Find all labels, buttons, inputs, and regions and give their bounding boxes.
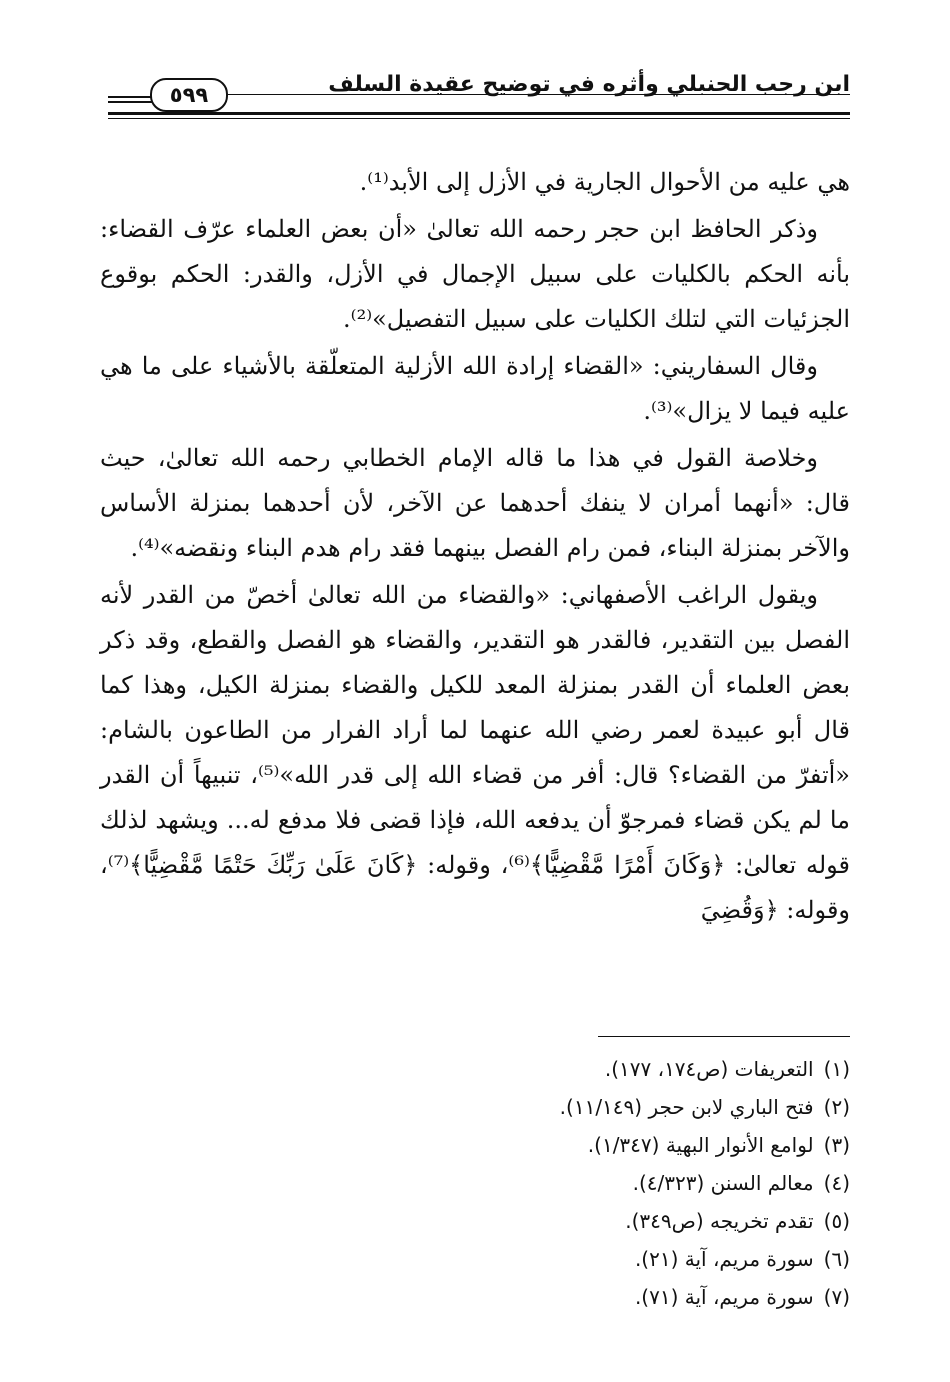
footnote-number: (٦) [823,1247,850,1271]
footnote-number: (٢) [823,1095,850,1119]
footnote-number: (٥) [823,1209,850,1233]
page-number: ٥٩٩ [150,78,228,112]
header-rule-main [220,94,850,95]
footnote-text: لوامع الأنوار البهية (١/٣٤٧). [587,1133,814,1157]
footnote-number: (١) [823,1057,850,1081]
footnote-separator [598,1036,850,1037]
paragraph: وخلاصة القول في هذا ما قاله الإمام الخطابي رحمه الله تعالىٰ، حيث قال: «أنهما أمران لا ينفك أحدهما عن الآخر، لأن أحدهما بمنزلة الأساس والآخر بمنزلة البناء، فمن رام الفصل بينهما فقد رام هدم البناء ونقضه»⁽⁴⁾. [100,444,850,562]
footnote-item [100,1088,850,1126]
header-rule-left-lower [108,101,154,103]
footnote-text: التعريفات (ص١٧٤، ١٧٧). [604,1057,814,1081]
paragraph: هي عليه من الأحوال الجارية في الأزل إلى الأبد⁽¹⁾. [359,168,850,196]
footnote-text: تقدم تخريجه (ص٣٤٩). [625,1209,814,1233]
footnote-number: (٧) [823,1285,850,1309]
footnote-item [100,1050,850,1088]
footnote-item [100,1202,850,1240]
footnote-item [100,1164,850,1202]
footnote-item [100,1240,850,1278]
header-rule-left-upper [108,96,154,98]
paragraph: وذكر الحافظ ابن حجر رحمه الله تعالىٰ «أن بعض العلماء عرّف القضاء: بأنه الحكم بالكليات على سبيل الإجمال في الأزل، والقدر: الحكم بوقوع الجزئيات التي لتلك الكليات على سبيل التفصيل»⁽²⁾. [100,215,851,333]
running-title: ابن رجب الحنبلي وأثره في توضيح عقيدة السلف [328,72,850,97]
header-rule-thick [108,112,850,115]
footnotes [100,1050,850,1316]
footnote-text: معالم السنن (٤/٣٢٣). [632,1171,814,1195]
footnote-number: (٤) [823,1171,850,1195]
main-text [100,160,850,935]
footnote-item [100,1126,850,1164]
footnote-text: سورة مريم، آية (٧١). [634,1285,814,1309]
paragraph: وقال السفاريني: «القضاء إرادة الله الأزلية المتعلّقة بالأشياء على ما هي عليه فيما لا يزال»⁽³⁾. [100,352,850,425]
footnote-text: سورة مريم، آية (٢١). [634,1247,814,1271]
footnote-item [100,1278,850,1316]
footnote-text: فتح الباري لابن حجر (١١/١٤٩). [559,1095,814,1119]
paragraph: ويقول الراغب الأصفهاني: «والقضاء من الله تعالىٰ أخصّ من القدر لأنه الفصل بين التقدير، فالقدر هو التقدير، والقضاء هو الفصل والقطع، وقد ذكر بعض العلماء أن القدر بمنزلة المعد للكيل والقضاء بمنزلة الكيل، وهذا كما قال أبو عبيدة لعمر رضي الله عنهما لما أراد الفرار من الطاعون بالشام: «أتفرّ من القضاء؟ قال: أفر من قضاء الله إلى قدر الله»⁽⁵⁾، تنبيهاً أن القدر ما لم يكن قضاء فمرجوّ أن يدفعه الله، فإذا قضى فلا مدفع له... ويشهد لذلك قوله تعالىٰ: ﴿وَكَانَ أَمْرًا مَّقْضِيًّا﴾⁽⁶⁾، وقوله: ﴿كَانَ عَلَىٰ رَبِّكَ حَتْمًا مَّقْضِيًّا﴾⁽⁷⁾، وقوله: ﴿وَقُضِيَ [100,581,850,924]
page-header [108,72,850,120]
footnote-number: (٣) [823,1133,850,1157]
header-rule-thin [108,118,850,119]
